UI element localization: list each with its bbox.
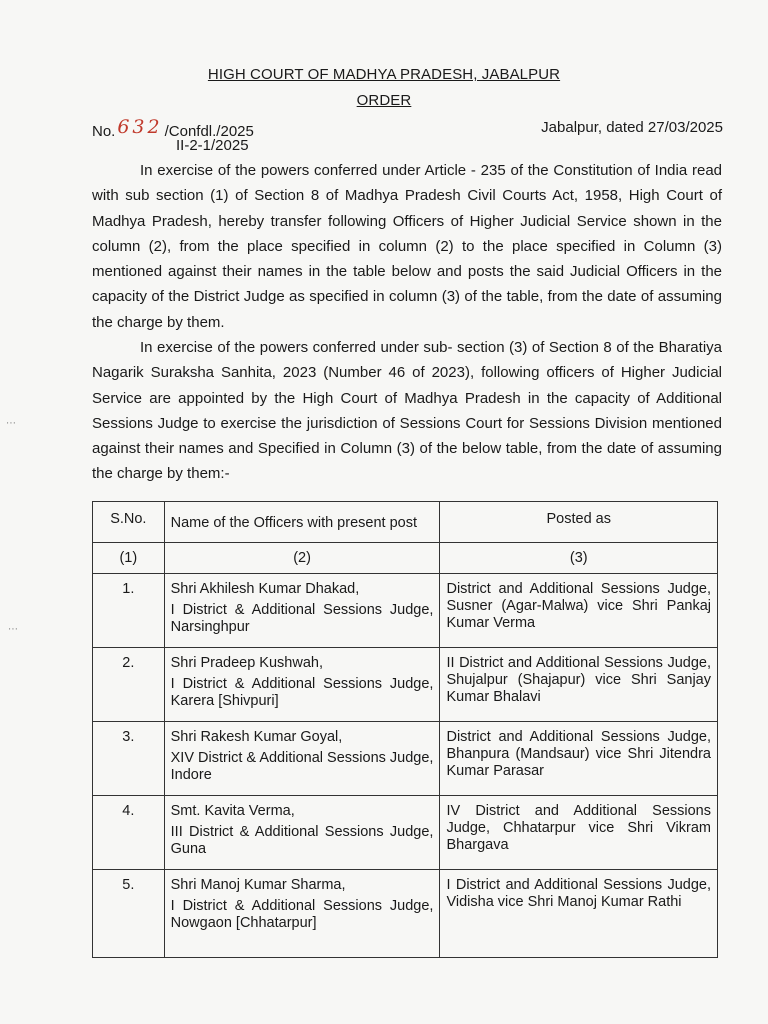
paragraph-transfer: In exercise of the powers conferred under Article - 235 of the Constitution of India read with sub section (1) of Section 8 of Madhya Pradesh Civil Courts Act, 1958, High Court of Madhya Pradesh, hereby transfer following Officers of Higher Judicial Service shown in the column (2), from the place specified in column (2) to the place specified in Column (3) mentioned against their names in the table below and posts the said Judicial Officers in the capacity of the District Judge as specified in column (3) of the table, from the date of assuming the charge by them. bbox=[92, 162, 722, 331]
header-posted-as: Posted as bbox=[440, 502, 718, 543]
order-title: ORDER bbox=[356, 92, 412, 109]
officer-cell bbox=[164, 722, 440, 796]
officer-cell bbox=[164, 796, 440, 870]
margin-mark: ⋯ bbox=[8, 624, 18, 635]
paragraph-appointment: In exercise of the powers conferred under sub- section (3) of Section 8 of the Bharatiya Nagarik Suraksha Sanhita, 2023 (Number 46 of 2023), following officers of Higher Judicial Service are appointed by the High Court of Madhya Pradesh in the capacity of Additional Sessions Judge to exercise the jurisdiction of Sessions Court for Sessions Division mentioned against their names and Specified in Column (3) of the below table, from the date of assuming the charge by them:- bbox=[92, 339, 722, 483]
posted-as: IV District and Additional Sessions Judge, Chhatarpur vice Shri Vikram Bhargava bbox=[440, 796, 718, 870]
column-number: (3) bbox=[440, 543, 718, 574]
officer-cell bbox=[164, 574, 440, 648]
present-post: XIV District & Additional Sessions Judge, Indore bbox=[170, 750, 434, 783]
place-date: Jabalpur, dated 27/03/2025 bbox=[541, 119, 723, 136]
table-row bbox=[93, 796, 718, 870]
table-row bbox=[93, 574, 718, 648]
row-sno: 2. bbox=[93, 648, 165, 722]
present-post: III District & Additional Sessions Judge, Guna bbox=[170, 824, 434, 857]
present-post: I District & Additional Sessions Judge, Karera [Shivpuri] bbox=[170, 676, 434, 709]
officers-table bbox=[92, 501, 718, 958]
officer-name: Shri Pradeep Kushwah, bbox=[170, 655, 323, 671]
officer-name: Smt. Kavita Verma, bbox=[170, 803, 295, 819]
column-number: (1) bbox=[93, 543, 165, 574]
file-number: II-2-1/2025 bbox=[176, 137, 249, 154]
posted-as: II District and Additional Sessions Judge, Shujalpur (Shajapur) vice Shri Sanjay Kumar Bhalavi bbox=[440, 648, 718, 722]
officer-name: Shri Manoj Kumar Sharma, bbox=[170, 877, 346, 893]
column-number-row bbox=[93, 543, 718, 574]
present-post: I District & Additional Sessions Judge, Nowgaon [Chhatarpur] bbox=[170, 898, 434, 931]
header-name: Name of the Officers with present post bbox=[164, 502, 440, 543]
officer-cell bbox=[164, 870, 440, 958]
column-number: (2) bbox=[164, 543, 440, 574]
header-sno: S.No. bbox=[93, 502, 165, 543]
posted-as: District and Additional Sessions Judge, Bhanpura (Mandsaur) vice Shri Jitendra Kumar Parasar bbox=[440, 722, 718, 796]
row-sno: 1. bbox=[93, 574, 165, 648]
table-row bbox=[93, 722, 718, 796]
table-row bbox=[93, 648, 718, 722]
row-sno: 4. bbox=[93, 796, 165, 870]
officer-cell bbox=[164, 648, 440, 722]
order-number-prefix: No. bbox=[92, 123, 116, 140]
officer-name: Shri Rakesh Kumar Goyal, bbox=[170, 729, 343, 745]
posted-as: I District and Additional Sessions Judge, Vidisha vice Shri Manoj Kumar Rathi bbox=[440, 870, 718, 958]
order-number-suffix: /Confdl./2025 bbox=[164, 123, 254, 140]
table-row bbox=[93, 870, 718, 958]
court-title: HIGH COURT OF MADHYA PRADESH, JABALPUR bbox=[207, 66, 561, 83]
present-post: I District & Additional Sessions Judge, Narsinghpur bbox=[170, 602, 434, 635]
table-header-row bbox=[93, 502, 718, 543]
row-sno: 3. bbox=[93, 722, 165, 796]
officer-name: Shri Akhilesh Kumar Dhakad, bbox=[170, 581, 360, 597]
handwritten-order-number: 632 bbox=[117, 116, 163, 138]
posted-as: District and Additional Sessions Judge, Susner (Agar-Malwa) vice Shri Pankaj Kumar Verma bbox=[440, 574, 718, 648]
margin-mark: ⋯ bbox=[6, 418, 16, 429]
row-sno: 5. bbox=[93, 870, 165, 958]
